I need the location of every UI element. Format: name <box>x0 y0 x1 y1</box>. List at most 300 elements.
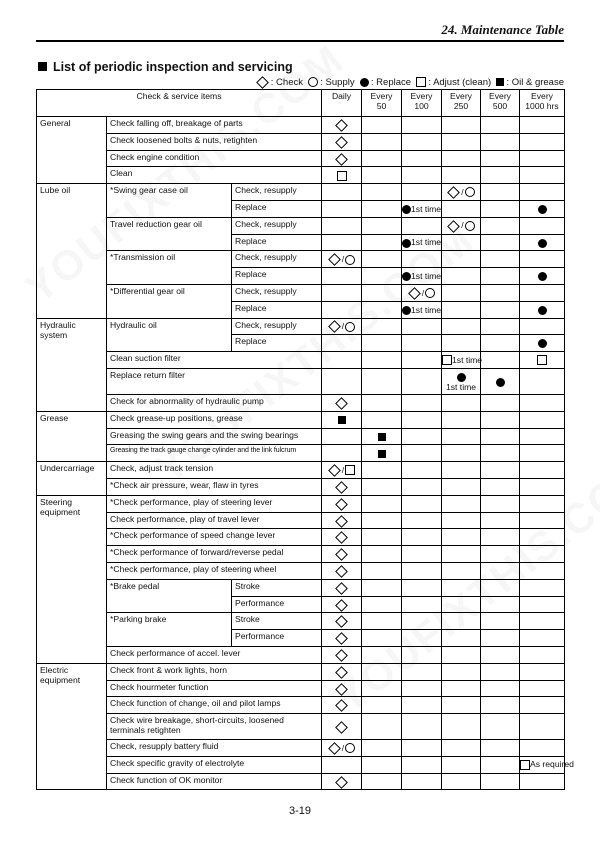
legend-check: : Check <box>270 77 303 88</box>
interval-cell <box>442 756 481 773</box>
table-row <box>37 579 565 596</box>
check-diamond-icon <box>328 320 341 333</box>
interval-cell <box>322 117 362 134</box>
interval-cell <box>322 268 362 285</box>
table-row <box>37 697 565 714</box>
interval-cell <box>442 646 481 663</box>
interval-cell <box>362 428 402 445</box>
table-row <box>37 368 565 394</box>
interval-cell <box>520 117 565 134</box>
interval-cell <box>322 445 362 462</box>
check-diamond-icon <box>335 397 348 410</box>
interval-cell <box>442 335 481 352</box>
interval-cell <box>442 478 481 495</box>
interval-cell <box>402 251 442 268</box>
interval-cell <box>442 529 481 546</box>
note-text: 1st time <box>445 381 477 392</box>
oil-filled-square-icon <box>378 433 386 441</box>
replace-dot-icon <box>402 239 411 248</box>
item-cell: *Transmission oil <box>107 251 232 285</box>
interval-cell <box>362 318 402 335</box>
interval-cell <box>442 663 481 680</box>
interval-cell <box>322 133 362 150</box>
item-cell: Check engine condition <box>107 150 322 167</box>
item-cell: Check performance, play of travel lever <box>107 512 322 529</box>
check-diamond-icon <box>328 253 341 266</box>
bullet-square-icon <box>38 62 47 71</box>
interval-cell <box>481 167 520 184</box>
interval-cell <box>402 546 442 563</box>
interval-cell <box>402 394 442 411</box>
interval-cell <box>322 184 362 201</box>
table-row <box>37 284 565 301</box>
interval-cell <box>362 579 402 596</box>
interval-cell <box>402 714 442 740</box>
table-row <box>37 714 565 740</box>
interval-cell <box>322 596 362 613</box>
interval-cell <box>481 251 520 268</box>
interval-cell <box>442 714 481 740</box>
item-cell: Check for abnormality of hydraulic pump <box>107 394 322 411</box>
interval-cell <box>362 167 402 184</box>
column-header: Daily <box>322 90 362 117</box>
check-diamond-icon <box>328 464 341 477</box>
interval-cell <box>322 680 362 697</box>
legend-supply: : Supply <box>320 77 355 88</box>
column-header: Check & service items <box>37 90 322 117</box>
interval-cell <box>362 133 402 150</box>
interval-cell <box>362 773 402 790</box>
interval-cell <box>442 445 481 462</box>
item-cell: Check, adjust track tension <box>107 462 322 479</box>
table-row <box>37 646 565 663</box>
note-text: 1st time <box>411 237 442 248</box>
replace-dot-icon <box>457 373 466 382</box>
interval-cell <box>362 462 402 479</box>
column-header: Every 1000 hrs <box>520 90 565 117</box>
interval-cell <box>481 234 520 251</box>
interval-cell <box>442 234 481 251</box>
legend-adjust: : Adjust (clean) <box>428 77 492 88</box>
interval-cell <box>520 394 565 411</box>
separator: / <box>341 742 345 753</box>
interval-cell <box>402 167 442 184</box>
interval-cell <box>322 579 362 596</box>
interval-cell <box>520 646 565 663</box>
interval-cell <box>442 697 481 714</box>
interval-cell <box>481 368 520 394</box>
interval-cell <box>520 428 565 445</box>
interval-cell <box>520 368 565 394</box>
item-cell: Check function of OK monitor <box>107 773 322 790</box>
interval-cell <box>520 495 565 512</box>
interval-cell <box>481 562 520 579</box>
interval-cell <box>362 301 402 318</box>
interval-cell <box>322 714 362 740</box>
interval-cell <box>442 251 481 268</box>
category-cell: Electric equipment <box>37 663 107 790</box>
interval-cell <box>362 478 402 495</box>
item-cell: Travel reduction gear oil <box>107 217 232 251</box>
interval-cell <box>362 512 402 529</box>
supply-circle-icon <box>345 255 355 265</box>
item-cell: Greasing the track gauge change cylinder and the link fulcrum <box>107 445 322 462</box>
check-diamond-icon <box>335 776 348 789</box>
interval-cell <box>322 167 362 184</box>
interval-cell <box>362 646 402 663</box>
separator: / <box>461 220 464 231</box>
item-cell: *Check performance, play of steering lever <box>107 495 322 512</box>
interval-cell <box>520 167 565 184</box>
maintenance-table <box>36 89 574 790</box>
item-cell: Check hourmeter function <box>107 680 322 697</box>
interval-cell <box>362 562 402 579</box>
item-cell: Check, resupply battery fluid <box>107 740 322 757</box>
interval-cell <box>402 613 442 630</box>
check-diamond-icon <box>335 699 348 712</box>
table-row <box>37 680 565 697</box>
column-header: Every 50 <box>362 90 402 117</box>
interval-cell <box>481 512 520 529</box>
check-diamond-icon <box>335 666 348 679</box>
interval-cell <box>520 740 565 757</box>
interval-cell <box>362 697 402 714</box>
page-number: 3-19 <box>288 805 312 817</box>
replace-dot-icon <box>538 205 547 214</box>
interval-cell <box>481 462 520 479</box>
interval-cell <box>520 284 565 301</box>
supply-circle-icon <box>308 77 318 87</box>
interval-cell <box>520 301 565 318</box>
note-text: 1st time <box>452 354 483 365</box>
interval-cell <box>402 562 442 579</box>
interval-cell <box>402 773 442 790</box>
interval-cell <box>322 663 362 680</box>
column-header: Every 250 <box>442 90 481 117</box>
interval-cell <box>322 234 362 251</box>
table-row <box>37 529 565 546</box>
interval-cell <box>322 368 362 394</box>
interval-cell <box>481 756 520 773</box>
category-cell: Steering equipment <box>37 495 107 663</box>
interval-cell <box>362 663 402 680</box>
interval-cell <box>402 234 442 251</box>
interval-cell <box>362 251 402 268</box>
item-cell: *Brake pedal <box>107 579 232 613</box>
interval-cell <box>520 714 565 740</box>
check-diamond-icon <box>447 186 460 199</box>
replace-dot-icon <box>402 306 411 315</box>
chapter-title: 24. Maintenance Table <box>441 22 564 37</box>
interval-cell <box>481 428 520 445</box>
item-cell: *Check performance, play of steering wheel <box>107 562 322 579</box>
table-row <box>37 352 565 369</box>
interval-cell <box>520 318 565 335</box>
supply-circle-icon <box>345 743 355 753</box>
interval-cell <box>481 394 520 411</box>
table-row <box>37 445 565 462</box>
check-diamond-icon <box>335 481 348 494</box>
table-row <box>37 546 565 563</box>
check-diamond-icon <box>335 498 348 511</box>
interval-cell <box>362 184 402 201</box>
interval-cell <box>520 445 565 462</box>
interval-cell <box>481 495 520 512</box>
interval-cell <box>442 462 481 479</box>
check-diamond-icon <box>335 548 348 561</box>
interval-cell <box>362 335 402 352</box>
interval-cell <box>481 646 520 663</box>
check-diamond-icon <box>335 531 348 544</box>
table-row <box>37 150 565 167</box>
interval-cell <box>442 394 481 411</box>
interval-cell <box>402 150 442 167</box>
interval-cell <box>442 284 481 301</box>
replace-dot-icon <box>538 339 547 348</box>
interval-cell <box>520 680 565 697</box>
interval-cell <box>442 740 481 757</box>
table-row <box>37 773 565 790</box>
interval-cell <box>322 646 362 663</box>
interval-cell <box>402 117 442 134</box>
item-cell: Check specific gravity of electrolyte <box>107 756 322 773</box>
table-row <box>37 133 565 150</box>
interval-cell <box>362 596 402 613</box>
interval-cell <box>520 184 565 201</box>
interval-cell <box>520 613 565 630</box>
item-cell: *Swing gear case oil <box>107 184 232 218</box>
separator: / <box>421 287 425 298</box>
interval-cell <box>481 200 520 217</box>
note-text: 1st time <box>411 304 442 315</box>
interval-cell <box>481 740 520 757</box>
interval-cell <box>362 234 402 251</box>
item-cell: Clean suction filter <box>107 352 322 369</box>
supply-circle-icon <box>345 322 355 332</box>
item-cell: *Parking brake <box>107 613 232 647</box>
interval-cell <box>322 200 362 217</box>
sub-item-cell: Check, resupply <box>232 217 322 234</box>
table-row <box>37 117 565 134</box>
interval-cell <box>481 133 520 150</box>
interval-cell <box>481 268 520 285</box>
section-title <box>38 60 293 74</box>
column-header: Every 100 <box>402 90 442 117</box>
interval-cell <box>402 133 442 150</box>
legend-oil: : Oil & grease <box>506 77 564 88</box>
interval-cell <box>442 773 481 790</box>
interval-cell <box>402 217 442 234</box>
interval-cell <box>402 368 442 394</box>
interval-cell <box>481 596 520 613</box>
check-diamond-icon <box>335 599 348 612</box>
interval-cell <box>322 495 362 512</box>
interval-cell <box>481 478 520 495</box>
note-text: 1st time <box>411 203 442 214</box>
table-row <box>37 318 565 335</box>
interval-cell <box>402 512 442 529</box>
interval-cell <box>362 680 402 697</box>
interval-cell <box>322 251 362 268</box>
table-row <box>37 562 565 579</box>
item-cell: Check front & work lights, horn <box>107 663 322 680</box>
interval-cell <box>481 301 520 318</box>
interval-cell <box>402 478 442 495</box>
interval-cell <box>520 596 565 613</box>
check-diamond-icon <box>335 136 348 149</box>
interval-cell <box>322 562 362 579</box>
legend-replace: : Replace <box>370 77 412 88</box>
check-diamond-icon <box>328 742 341 755</box>
adjust-square-icon <box>416 77 426 87</box>
item-cell: Clean <box>107 167 322 184</box>
interval-cell <box>481 352 520 369</box>
interval-cell <box>362 546 402 563</box>
interval-cell <box>402 318 442 335</box>
interval-cell <box>442 579 481 596</box>
interval-cell <box>520 150 565 167</box>
interval-cell <box>520 268 565 285</box>
table-body <box>37 117 574 790</box>
interval-cell <box>442 562 481 579</box>
replace-dot-icon <box>496 378 505 387</box>
sub-item-cell: Replace <box>232 234 322 251</box>
interval-cell <box>402 411 442 428</box>
interval-cell <box>442 613 481 630</box>
item-cell: *Check air pressure, wear, flaw in tyres <box>107 478 322 495</box>
check-diamond-icon <box>256 76 269 89</box>
interval-cell <box>402 630 442 647</box>
interval-cell <box>442 352 481 369</box>
adjust-square-icon <box>520 760 530 770</box>
replace-dot-icon <box>538 239 547 248</box>
interval-cell <box>520 217 565 234</box>
table-row <box>37 251 565 268</box>
interval-cell <box>322 740 362 757</box>
interval-cell <box>402 756 442 773</box>
replace-dot-icon <box>538 272 547 281</box>
table-row <box>37 613 565 630</box>
table-row <box>37 394 565 411</box>
sub-item-cell: Performance <box>232 596 322 613</box>
interval-cell <box>322 529 362 546</box>
item-cell: Check grease-up positions, grease <box>107 411 322 428</box>
column-header: Every 500 <box>481 90 520 117</box>
item-cell: Replace return filter <box>107 368 322 394</box>
sub-item-cell: Check, resupply <box>232 318 322 335</box>
interval-cell <box>442 200 481 217</box>
interval-cell <box>520 234 565 251</box>
category-cell: Hydraulic system <box>37 318 107 411</box>
replace-dot-icon <box>538 306 547 315</box>
legend <box>256 77 564 88</box>
interval-cell <box>322 301 362 318</box>
item-cell: Check wire breakage, short-circuits, loosened terminals retighten <box>107 714 322 740</box>
note-text: 1st time <box>411 270 442 281</box>
interval-cell <box>322 613 362 630</box>
table-row <box>37 512 565 529</box>
interval-cell <box>322 150 362 167</box>
table-row <box>37 478 565 495</box>
interval-cell <box>481 411 520 428</box>
supply-circle-icon <box>465 221 475 231</box>
sub-item-cell: Replace <box>232 335 322 352</box>
interval-cell <box>481 335 520 352</box>
table-row <box>37 428 565 445</box>
interval-cell <box>481 150 520 167</box>
interval-cell <box>481 630 520 647</box>
check-diamond-icon <box>335 721 348 734</box>
interval-cell <box>520 411 565 428</box>
interval-cell <box>402 200 442 217</box>
replace-dot-icon <box>402 272 411 281</box>
interval-cell <box>520 562 565 579</box>
interval-cell <box>402 335 442 352</box>
replace-dot-icon <box>360 78 369 87</box>
interval-cell <box>362 368 402 394</box>
interval-cell <box>322 284 362 301</box>
item-cell: Check function of change, oil and pilot lamps <box>107 697 322 714</box>
table-row <box>37 663 565 680</box>
interval-cell <box>442 184 481 201</box>
item-cell: Hydraulic oil <box>107 318 232 352</box>
separator: / <box>461 186 464 197</box>
interval-cell <box>402 596 442 613</box>
interval-cell <box>442 318 481 335</box>
interval-cell <box>322 773 362 790</box>
sub-item-cell: Replace <box>232 200 322 217</box>
interval-cell <box>481 117 520 134</box>
check-diamond-icon <box>335 565 348 578</box>
interval-cell <box>322 428 362 445</box>
interval-cell <box>402 301 442 318</box>
interval-cell <box>362 714 402 740</box>
table-row <box>37 495 565 512</box>
check-diamond-icon <box>335 649 348 662</box>
category-cell: General <box>37 117 107 184</box>
interval-cell <box>481 680 520 697</box>
sub-item-cell: Stroke <box>232 613 322 630</box>
supply-circle-icon <box>465 187 475 197</box>
separator: / <box>341 321 345 332</box>
table-row <box>37 217 565 234</box>
interval-cell <box>402 352 442 369</box>
interval-cell <box>481 773 520 790</box>
interval-cell <box>442 596 481 613</box>
interval-cell <box>442 167 481 184</box>
oil-filled-square-icon <box>496 78 504 86</box>
category-cell: Undercarriage <box>37 462 107 496</box>
item-cell: Check loosened bolts & nuts, retighten <box>107 133 322 150</box>
interval-cell <box>362 394 402 411</box>
check-diamond-icon <box>335 153 348 166</box>
interval-cell <box>520 546 565 563</box>
sub-item-cell: Replace <box>232 301 322 318</box>
sub-item-cell: Check, resupply <box>232 184 322 201</box>
interval-cell <box>322 478 362 495</box>
interval-cell <box>402 268 442 285</box>
interval-cell <box>362 150 402 167</box>
interval-cell <box>362 740 402 757</box>
interval-cell <box>520 697 565 714</box>
interval-cell <box>362 284 402 301</box>
interval-cell <box>481 714 520 740</box>
interval-cell <box>322 411 362 428</box>
interval-cell <box>520 529 565 546</box>
check-diamond-icon <box>408 287 421 300</box>
interval-cell <box>481 579 520 596</box>
interval-cell <box>481 546 520 563</box>
